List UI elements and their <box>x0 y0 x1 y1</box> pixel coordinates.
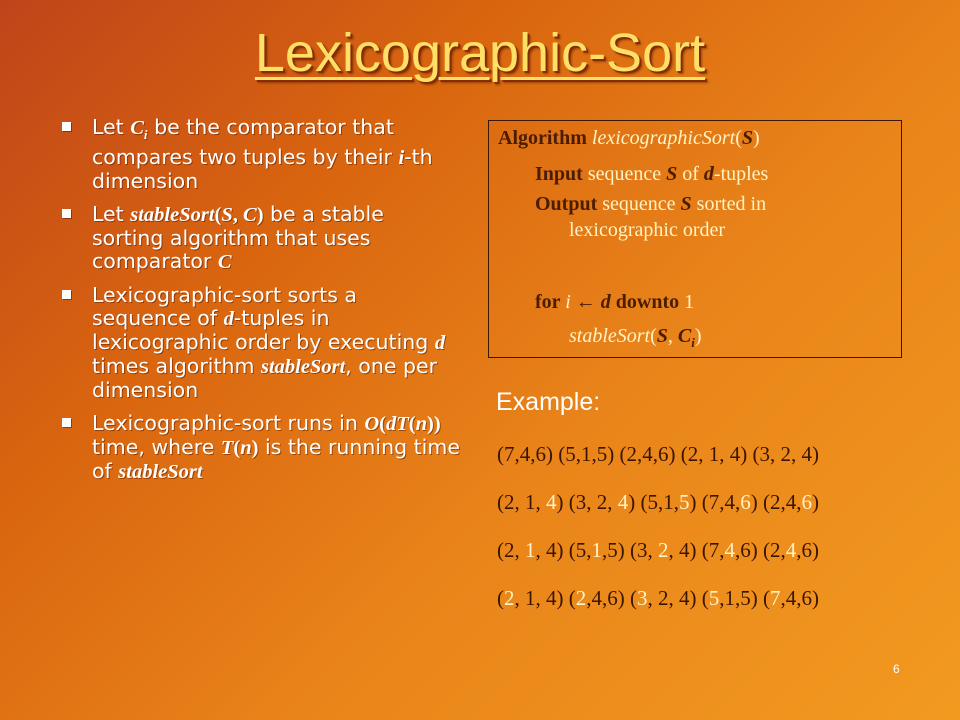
bullet-comparator: Let $C_i$ be the comparator that compares two tuples by their i-th dimension <box>60 116 460 193</box>
page-number: 6 <box>893 662 900 676</box>
bullet-lexicographic-sort: Lexicographic-sort sorts a sequence of d-tuples in lexicographic order by executing d times algorithm stableSort, one per dimension <box>60 284 460 402</box>
example-row-pass-3: (2, 1, 4) (2,4,6) (3, 2, 4) (5,1,5) (7,4,6) <box>497 586 819 610</box>
algorithm-for-line: for i ← d downto 1 <box>535 291 695 313</box>
example-row-initial: (7,4,6) (5,1,5) (2,4,6) (2, 1, 4) (3, 2, 4) <box>497 442 819 466</box>
bullet-square-icon <box>62 418 71 427</box>
bullet-list <box>60 116 460 494</box>
bullet-running-time: Lexicographic-sort runs in O(dT(n)) time, where T(n) is the running time of stableSort <box>60 412 460 484</box>
example-label: Example: <box>496 388 601 416</box>
bullet-square-icon <box>62 290 71 299</box>
bullet-square-icon <box>62 122 71 131</box>
algorithm-output-line: Output sequence S sorted in <box>535 193 767 215</box>
algorithm-stablesort-line: stableSort(S, $C_i$) <box>569 325 702 350</box>
example-row-pass-1: (2, 1, 4) (3, 2, 4) (5,1,5) (7,4,6) (2,4,6) <box>497 490 819 514</box>
algorithm-output-continuation: lexicographic order <box>569 219 726 241</box>
slide-title: Lexicographic-Sort <box>254 23 706 83</box>
bullet-stable-sort: Let stableSort(S, C) be a stable sorting algorithm that uses comparator C <box>60 203 460 274</box>
algorithm-header-line: Algorithm lexicographicSort(S) <box>498 127 760 149</box>
example-row-pass-2: (2, 1, 4) (5,1,5) (3, 2, 4) (7,4,6) (2,4,6) <box>497 538 819 562</box>
algorithm-box <box>488 120 902 358</box>
bullet-square-icon <box>62 209 71 218</box>
algorithm-input-line: Input sequence S of d-tuples <box>535 163 769 185</box>
